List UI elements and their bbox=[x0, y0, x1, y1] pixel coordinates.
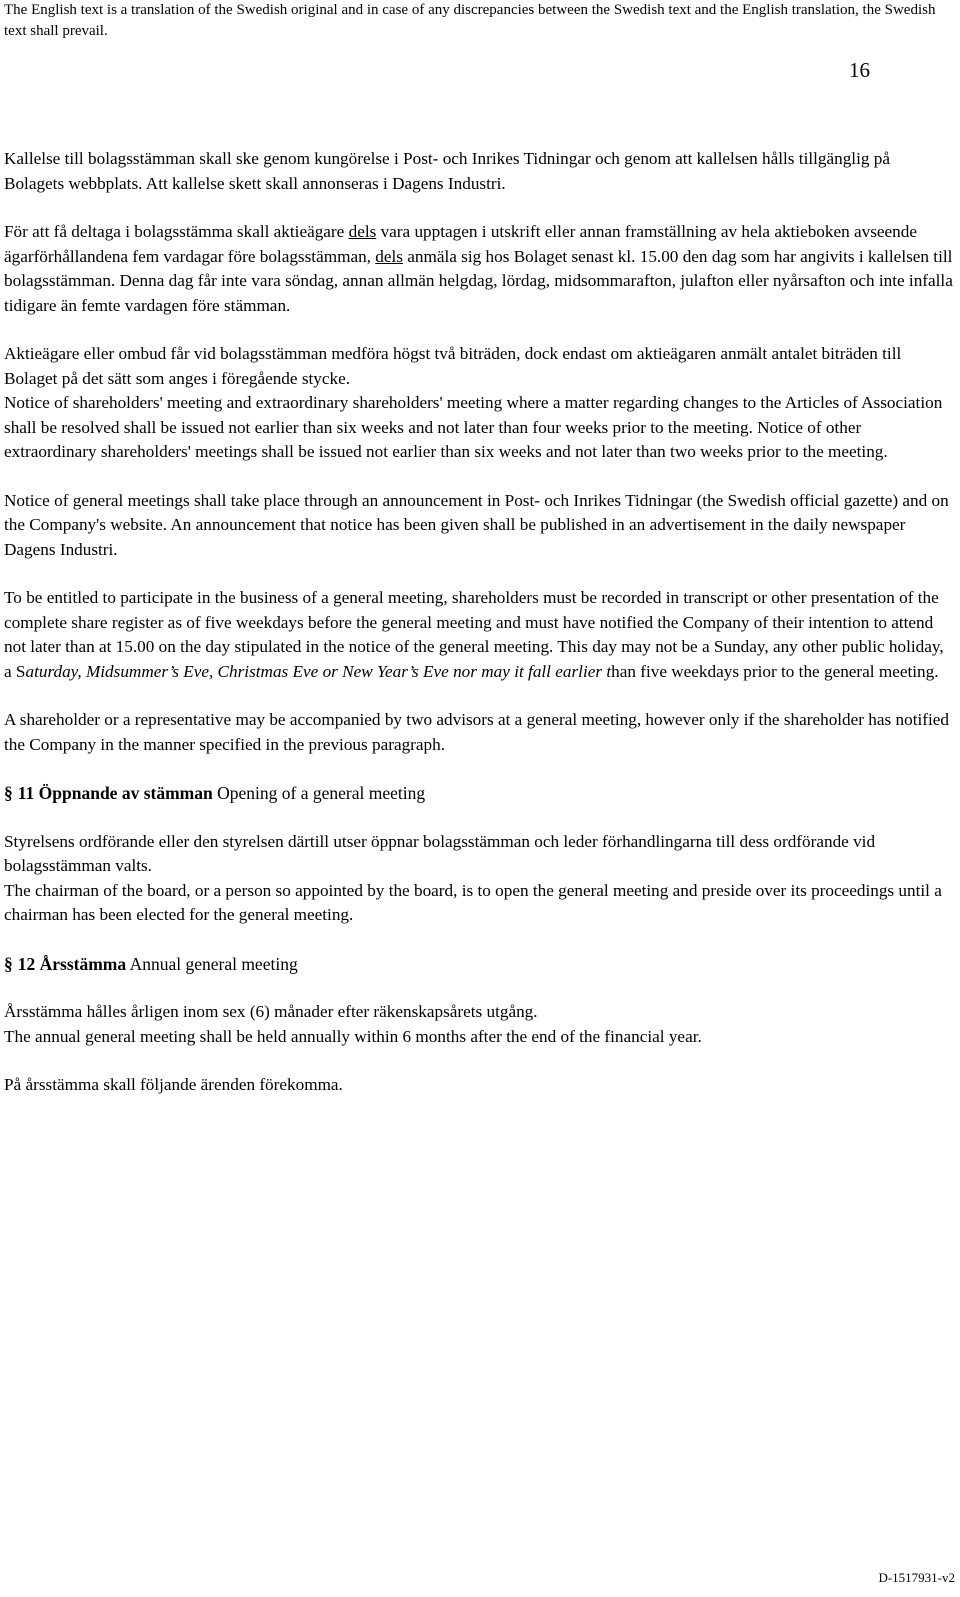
en-participation-italic: aturday, Midsummer’s Eve, Christmas Eve or New Year’s Eve nor may it fall earlier t bbox=[25, 661, 612, 681]
section-12-en-text: The annual general meeting shall be held annually within 6 months after the end of the financial year. bbox=[4, 1026, 702, 1046]
en-notice-periods-paragraph: Notice of shareholders' meeting and extraordinary shareholders' meeting where a matter regarding changes to the Articles of Association shall be resolved shall be issued not earlier than six weeks and not later than four weeks prior to the meeting. Notice of other extraordinary shareholders' meetings shall be issued not earlier than six weeks and not later than two weeks prior to the meeting. bbox=[4, 393, 943, 461]
translation-disclaimer: The English text is a translation of the Swedish original and in case of any discrepancies between the Swedish text and the English translation, the Swedish text shall prevail. bbox=[4, 2, 936, 39]
en-advisors-paragraph: A shareholder or a representative may be accompanied by two advisors at a general meeting, however only if the shareholder has notified the Company in the manner specified in the previous paragraph. bbox=[4, 710, 949, 754]
section-12-sv-title: 12 Årsstämma bbox=[17, 953, 127, 974]
sv-participation-dels-2: dels bbox=[375, 246, 403, 266]
section-11-en-text: The chairman of the board, or a person so appointed by the board, is to open the general meeting and preside over its proceedings until a chairman has been elected for the general meeting. bbox=[4, 880, 942, 924]
sv-participation-dels-1: dels bbox=[348, 222, 377, 241]
en-notice-publication-paragraph: Notice of general meetings shall take place through an announcement in Post- och Inrikes Tidningar (the Swedish official gazette) and on the Company's website. An announcement that notice has been given shall be published in an advertisement in the daily newspaper Dagens Industri. bbox=[4, 490, 949, 559]
section-11-en-title: Opening of a general meeting bbox=[217, 783, 426, 803]
section-symbol: § bbox=[4, 953, 13, 974]
section-12-sv-text: Årsstämma hålles årligen inom sex (6) månader efter räkenskapsårets utgång. bbox=[4, 1002, 538, 1021]
sv-participation-paragraph bbox=[4, 220, 954, 318]
en-participation-paragraph bbox=[4, 586, 954, 684]
section-11-sv-title: 11 Öppnande av stämman bbox=[17, 783, 213, 803]
sv-notice-paragraph: Kallelse till bolagsstämman skall ske genom kungörelse i Post- och Inrikes Tidningar och genom att kallelsen hålls tillgänglig på Bolagets webbplats. Att kallelse skett skall annonseras i Dagens Industri. bbox=[4, 149, 890, 193]
sv-participation-text-b: vara upptagen i utskrift eller annan framställning av hela aktieboken avseende ägarförhållandena fem vardagar före bolagsstämman, bbox=[4, 222, 917, 266]
document-body bbox=[4, 147, 954, 1122]
page-number: 16 bbox=[849, 58, 870, 82]
en-participation-text-b: han five weekdays prior to the general meeting. bbox=[611, 661, 939, 681]
section-12-en-title: Annual general meeting bbox=[129, 953, 298, 974]
section-12-heading bbox=[4, 952, 954, 977]
section-symbol: § bbox=[4, 783, 13, 803]
sv-advisors-paragraph: Aktieägare eller ombud får vid bolagsstämman medföra högst två biträden, dock endast om aktieägaren anmält antalet biträden till Bolaget på det sätt som anges i föregående stycke. bbox=[4, 344, 902, 388]
sv-participation-text-c: anmäla sig hos Bolaget senast kl. 15.00 den dag som har angivits i kallelsen till bolagsstämman. Denna dag får inte vara söndag, annan allmän helgdag, lördag, midsommarafton, julafton eller nyårsafton och inte infalla tidigare än femte vardagen före stämman. bbox=[4, 246, 953, 315]
section-11-heading bbox=[4, 781, 954, 806]
document-id: D-1517931-v2 bbox=[878, 1570, 955, 1585]
section-12-agenda-intro: På årsstämma skall följande ärenden förekomma. bbox=[4, 1075, 343, 1094]
en-participation-text-a: To be entitled to participate in the business of a general meeting, shareholders must be recorded in transcript or other presentation of the complete share register as of five weekdays before the general meeting and must have notified the Company of their intention to attend not later than at 15.00 on the day stipulated in the notice of the general meeting. This day may not be a Sunday, any other public holiday, a S bbox=[4, 588, 944, 681]
paragraph-spacer bbox=[4, 318, 954, 342]
section-11-sv-text: Styrelsens ordförande eller den styrelsen därtill utser öppnar bolagsstämman och leder förhandlingarna till dess ordförande vid bolagsstämman valts. bbox=[4, 831, 876, 875]
sv-participation-text-a: För att få deltaga i bolagsstämma skall aktieägare bbox=[4, 222, 349, 241]
